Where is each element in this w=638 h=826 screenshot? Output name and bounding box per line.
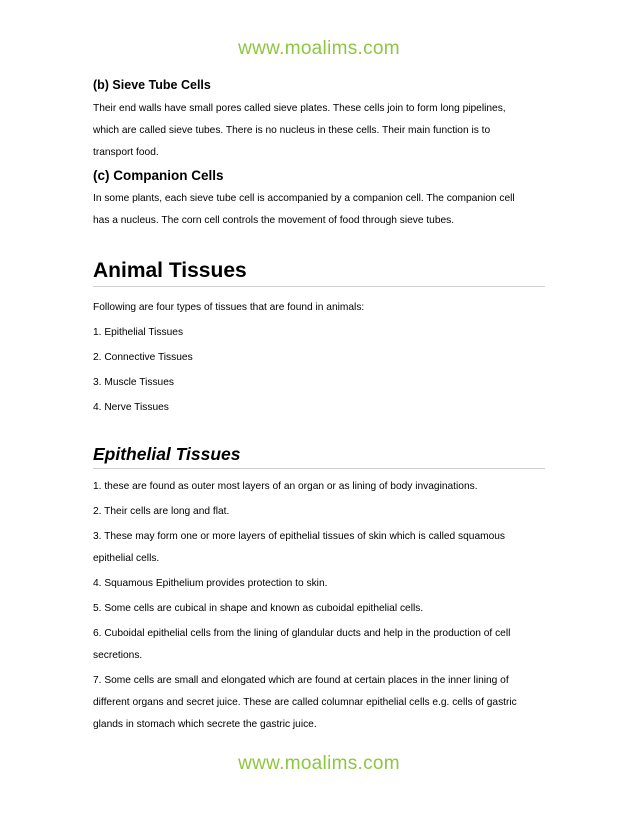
paragraph-line: In some plants, each sieve tube cell is accompanied by a companion cell. The companion cell (93, 193, 515, 204)
list-item (93, 670, 545, 736)
epithelial-list (93, 476, 545, 736)
list-item: 4. Squamous Epithelium provides protection to skin. (93, 578, 328, 589)
list-item-line: 7. Some cells are small and elongated which are found at certain places in the inner lining of (93, 675, 509, 686)
list-item (93, 623, 545, 667)
list-item: 1. Epithelial Tissues (93, 327, 184, 338)
paragraph-line: which are called sieve tubes. There is no nucleus in these cells. Their main function is to (93, 125, 491, 136)
list-item-line: glands in stomach which secrete the gastric juice. (93, 719, 317, 730)
document-content (93, 78, 545, 736)
list-item: 2. Connective Tissues (93, 352, 193, 363)
site-footer-link[interactable]: www.moalims.com (238, 753, 400, 774)
list-item: 1. these are found as outer most layers of an organ or as lining of body invaginations. (93, 481, 478, 492)
sieve-tube-heading: (b) Sieve Tube Cells (93, 78, 211, 92)
list-item: 2. Their cells are long and flat. (93, 506, 230, 517)
paragraph-line: has a nucleus. The corn cell controls the movement of food through sieve tubes. (93, 215, 455, 226)
animal-intro: Following are four types of tissues that are found in animals: (93, 302, 365, 313)
sieve-tube-paragraph (93, 98, 545, 164)
companion-heading: (c) Companion Cells (93, 168, 224, 183)
list-item-line: different organs and secret juice. These are called columnar epithelial cells e.g. cells of gastric (93, 697, 517, 708)
list-item: 4. Nerve Tissues (93, 402, 169, 413)
list-item: 5. Some cells are cubical in shape and known as cuboidal epithelial cells. (93, 603, 424, 614)
list-item-line: 3. These may form one or more layers of epithelial tissues of skin which is called squamous (93, 531, 506, 542)
site-header-link[interactable]: www.moalims.com (238, 38, 400, 59)
animal-tissues-heading: Animal Tissues (93, 259, 545, 287)
list-item: 3. Muscle Tissues (93, 377, 174, 388)
epithelial-tissues-heading: Epithelial Tissues (93, 444, 545, 469)
list-item-line: secretions. (93, 650, 143, 661)
list-item-line: 6. Cuboidal epithelial cells from the lining of glandular ducts and help in the production of cell (93, 628, 511, 639)
list-item-line: epithelial cells. (93, 553, 160, 564)
paragraph-line: Their end walls have small pores called sieve plates. These cells join to form long pipelines, (93, 103, 506, 114)
companion-paragraph (93, 188, 545, 232)
animal-tissues-list (93, 297, 545, 419)
paragraph-line: transport food. (93, 147, 159, 158)
list-item (93, 526, 545, 570)
